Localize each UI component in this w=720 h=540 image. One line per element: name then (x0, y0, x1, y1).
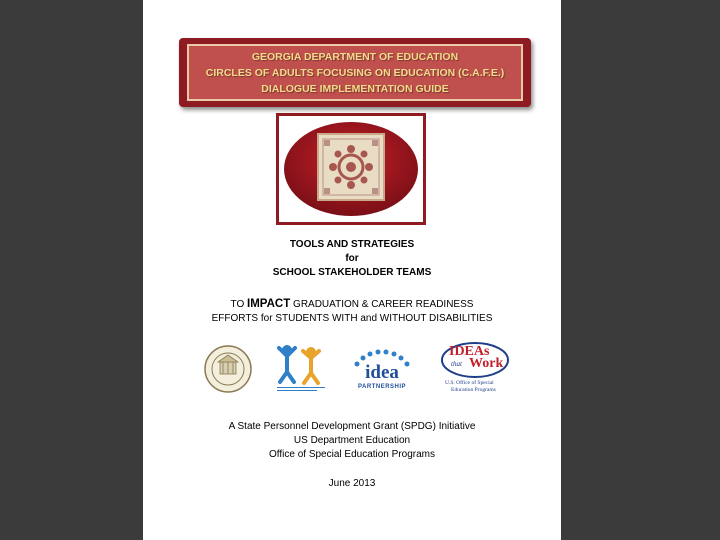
ideas-sub-1: U.S. Office of Special (445, 380, 494, 386)
subtitle-line-1: TOOLS AND STRATEGIES (289, 239, 415, 250)
idea-word: idea (365, 362, 399, 383)
subtitle-line-2: for (345, 253, 359, 264)
idea-partnership-label: PARTNERSHIP (357, 384, 407, 390)
ideas-word: IDEAs (449, 344, 490, 359)
impact-prefix: TO (230, 299, 248, 310)
ideas-that-work-logo (439, 340, 511, 400)
footer-line-2: US Department Education (293, 435, 411, 446)
partner-logos (143, 340, 561, 400)
stakeholder-figures-icon (273, 342, 331, 396)
banner-line-2: CIRCLES OF ADULTS FOCUSING ON EDUCATION (C.A.F.E.) (205, 66, 505, 79)
idea-partnership-logo (349, 348, 415, 396)
document-page (143, 0, 561, 540)
title-banner (179, 38, 531, 107)
footer-line-1: A State Personnel Development Grant (SPDG) Initiative (228, 421, 476, 432)
ideas-work-word: Work (469, 356, 504, 371)
ideas-sub-2: Education Programs (451, 387, 496, 393)
subtitle-line-3: SCHOOL STAKEHOLDER TEAMS (272, 267, 432, 278)
cafe-emblem-icon (279, 116, 423, 222)
title-banner-inner (187, 44, 523, 101)
georgia-doe-seal-icon (203, 344, 253, 394)
impact-suffix: GRADUATION & CAREER READINESS (290, 299, 474, 310)
cafe-emblem (276, 113, 426, 225)
banner-line-1: GEORGIA DEPARTMENT OF EDUCATION (251, 50, 459, 63)
ideas-that-word: that (451, 360, 462, 368)
footer-line-3: Office of Special Education Programs (268, 449, 435, 460)
impact-word: IMPACT (247, 298, 291, 310)
impact-line-2: EFFORTS for STUDENTS WITH and WITHOUT DISABILITIES (211, 313, 493, 324)
banner-line-3: DIALOGUE IMPLEMENTATION GUIDE (261, 82, 449, 95)
impact-line-1 (143, 298, 561, 310)
publication-date: June 2013 (328, 478, 376, 489)
